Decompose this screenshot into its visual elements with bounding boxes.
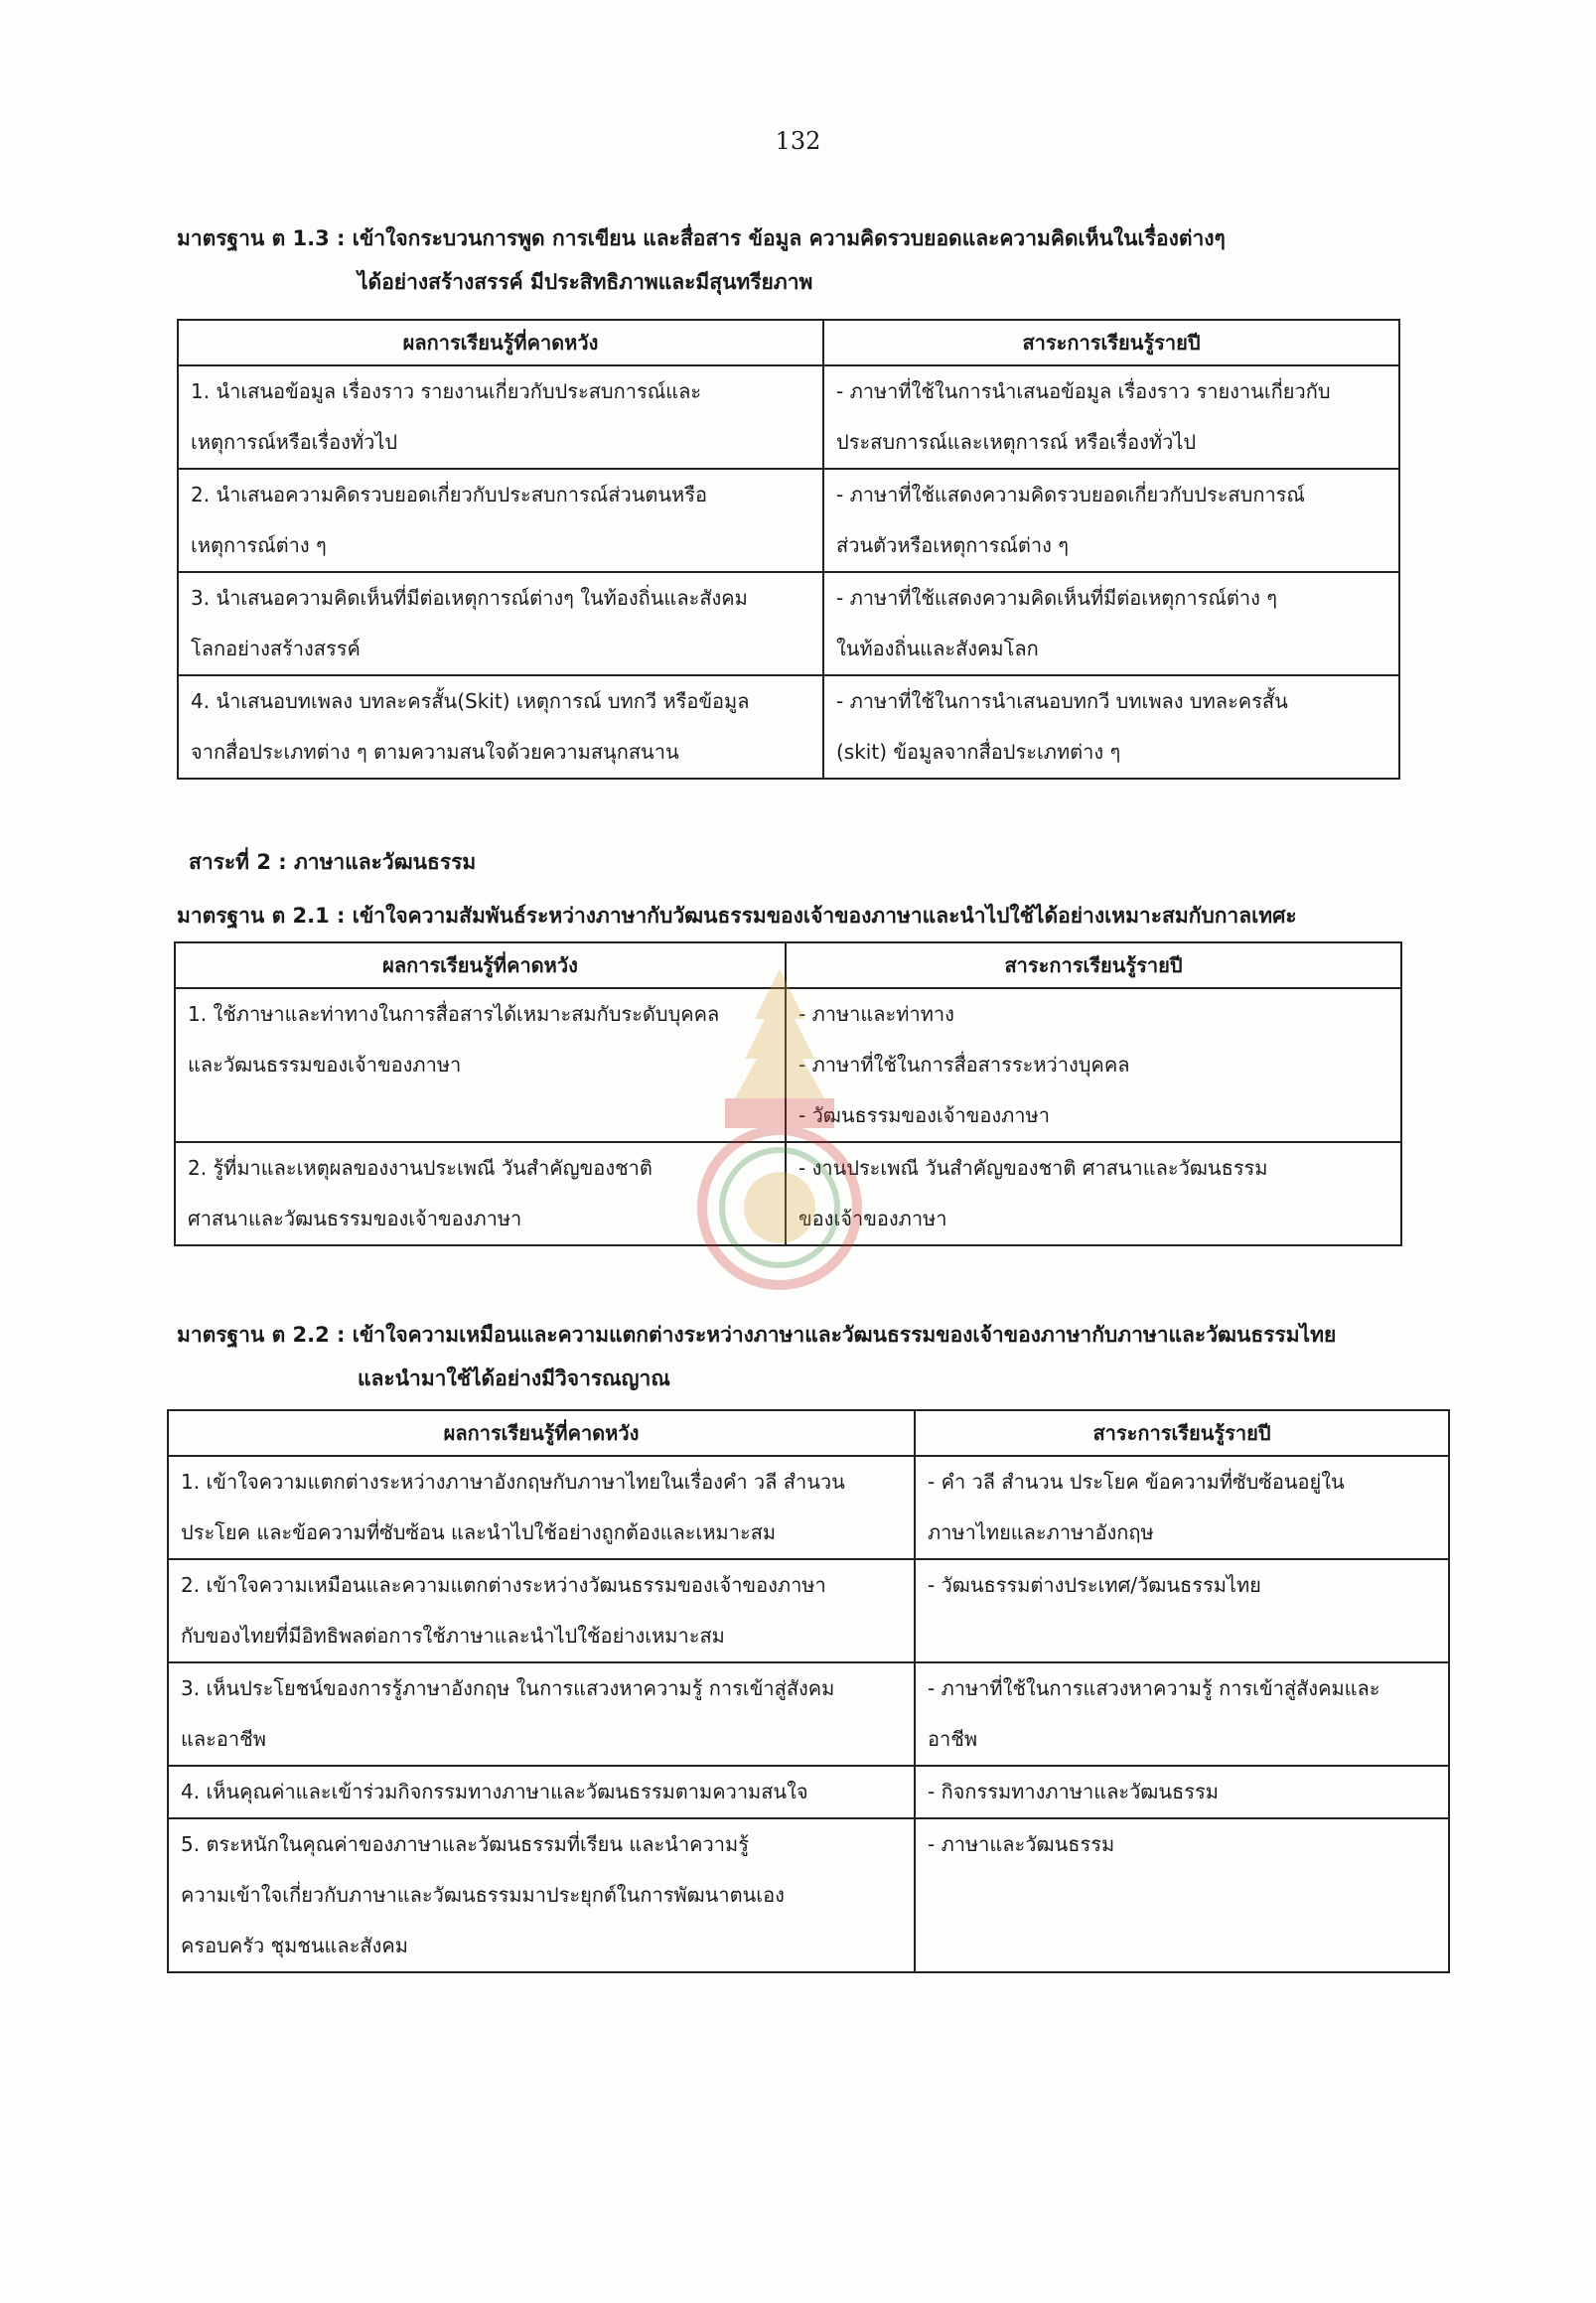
table-row [178,365,1399,469]
yearly-content-cell [823,572,1399,675]
yearly-content-cell [786,988,1401,1142]
table-row [168,1818,1449,1972]
cell-line: จากสื่อประเภทต่าง ๆ ตามความสนใจด้วยความสนุกสนาน [191,740,679,764]
cell-line: ศาสนาและวัฒนธรรมของเจ้าของภาษา [188,1207,522,1230]
standard-2-1-heading-line: มาตรฐาน ต 2.1 : เข้าใจความสัมพันธ์ระหว่างภาษากับวัฒนธรรมของเจ้าของภาษาและนำไปใช้ได้อย่างเหมาะสมกับกาลเทศะ [177,904,1297,928]
cell-line: - ภาษาที่ใช้ในการนำเสนอข้อมูล เรื่องราว รายงานเกี่ยวกับ [836,379,1331,403]
table-row [168,1559,1449,1662]
expected-outcome-cell [168,1559,915,1662]
section-2-heading: สาระที่ 2 : ภาษาและวัฒนธรรม [189,850,477,874]
standard-1-3-heading-line1: มาตรฐาน ต 1.3 : เข้าใจกระบวนการพูด การเขียน และสื่อสาร ข้อมูล ความคิดรวบยอดและความคิดเห็นในเรื่องต่างๆ [177,226,1226,250]
yearly-content-cell [915,1818,1449,1972]
yearly-content-cell [823,469,1399,572]
cell-line: - คำ วลี สำนวน ประโยค ข้อความที่ซับซ้อนอยู่ใน [928,1470,1345,1494]
standard-1-3-heading [177,216,1428,304]
col-header-expected-outcomes: ผลการเรียนรู้ที่คาดหวัง [178,320,823,365]
yearly-content-cell [823,365,1399,469]
standard-1-3-table [177,319,1400,780]
table-row [178,572,1399,675]
expected-outcome-cell [178,365,823,469]
cell-line: - วัฒนธรรมต่างประเทศ/วัฒนธรรมไทย [928,1573,1261,1597]
cell-line: และวัฒนธรรมของเจ้าของภาษา [188,1053,462,1077]
cell-line: และอาชีพ [181,1727,266,1751]
yearly-content-cell [915,1559,1449,1662]
yearly-content-cell [823,675,1399,779]
table-row [178,675,1399,779]
table-header-row [168,1410,1449,1456]
cell-line: โลกอย่างสร้างสรรค์ [191,637,361,660]
cell-line: 3. นำเสนอความคิดเห็นที่มีต่อเหตุการณ์ต่างๆ ในท้องถิ่นและสังคม [191,586,748,610]
expected-outcome-cell [168,1818,915,1972]
standard-2-2-table [167,1409,1450,1973]
expected-outcome-cell [168,1662,915,1766]
cell-line: ส่วนตัวหรือเหตุการณ์ต่าง ๆ [836,533,1069,557]
standard-2-2-heading [177,1313,1428,1400]
cell-line: 1. ใช้ภาษาและท่าทางในการสื่อสารได้เหมาะสมกับระดับบุคคล [188,1002,720,1026]
col-header-expected-outcomes: ผลการเรียนรู้ที่คาดหวัง [175,942,786,988]
expected-outcome-cell [168,1456,915,1559]
cell-line: 2. นำเสนอความคิดรวบยอดเกี่ยวกับประสบการณ์ส่วนตนหรือ [191,483,707,506]
yearly-content-cell [915,1766,1449,1818]
col-header-yearly-content: สาระการเรียนรู้รายปี [786,942,1401,988]
cell-line: - ภาษาที่ใช้แสดงความคิดรวบยอดเกี่ยวกับประสบการณ์ [836,483,1305,506]
cell-line: เหตุการณ์หรือเรื่องทั่วไป [191,430,398,454]
cell-line: 3. เห็นประโยชน์ของการรู้ภาษาอังกฤษ ในการแสวงหาความรู้ การเข้าสู่สังคม [181,1676,835,1700]
standard-2-1-heading [177,894,1428,937]
cell-line: 1. นำเสนอข้อมูล เรื่องราว รายงานเกี่ยวกับประสบการณ์และ [191,379,702,403]
cell-line: 2. รู้ที่มาและเหตุผลของงานประเพณี วันสำคัญของชาติ [188,1156,653,1180]
cell-line: กับของไทยที่มีอิทธิพลต่อการใช้ภาษาและนำไปใช้อย่างเหมาะสม [181,1624,725,1648]
table-row [168,1766,1449,1818]
cell-line: ครอบครัว ชุมชนและสังคม [181,1934,408,1957]
table-row [178,469,1399,572]
page-number: 132 [775,127,821,155]
cell-line: - ภาษาและท่าทาง [798,1002,954,1026]
col-header-expected-outcomes: ผลการเรียนรู้ที่คาดหวัง [168,1410,915,1456]
standard-2-2-heading-line2: และนำมาใช้ได้อย่างมีวิจารณญาณ [358,1367,670,1390]
cell-line: ความเข้าใจเกี่ยวกับภาษาและวัฒนธรรมมาประยุกต์ในการพัฒนาตนเอง [181,1883,785,1907]
cell-line: - ภาษาที่ใช้ในการสื่อสารระหว่างบุคคล [798,1053,1130,1077]
expected-outcome-cell [168,1766,915,1818]
cell-line: - ภาษาและวัฒนธรรม [928,1832,1115,1856]
standard-1-3-heading-line2: ได้อย่างสร้างสรรค์ มีประสิทธิภาพและมีสุนทรียภาพ [358,270,813,294]
cell-line: 4. เห็นคุณค่าและเข้าร่วมกิจกรรมทางภาษาและวัฒนธรรมตามความสนใจ [181,1780,808,1803]
cell-line: - กิจกรรมทางภาษาและวัฒนธรรม [928,1780,1219,1803]
expected-outcome-cell [178,572,823,675]
yearly-content-cell [915,1456,1449,1559]
cell-line: ในท้องถิ่นและสังคมโลก [836,637,1039,660]
cell-line: - ภาษาที่ใช้ในการแสวงหาความรู้ การเข้าสู่สังคมและ [928,1676,1380,1700]
cell-line: ของเจ้าของภาษา [798,1207,947,1230]
cell-line: 1. เข้าใจความแตกต่างระหว่างภาษาอังกฤษกับภาษาไทยในเรื่องคำ วลี สำนวน [181,1470,845,1494]
expected-outcome-cell [178,469,823,572]
cell-line: ประโยค และข้อความที่ซับซ้อน และนำไปใช้อย่างถูกต้องและเหมาะสม [181,1520,777,1544]
cell-line: (skit) ข้อมูลจากสื่อประเภทต่าง ๆ [836,740,1121,764]
cell-line: เหตุการณ์ต่าง ๆ [191,533,327,557]
cell-line: - วัฒนธรรมของเจ้าของภาษา [798,1103,1050,1127]
table-header-row [178,320,1399,365]
col-header-yearly-content: สาระการเรียนรู้รายปี [915,1410,1449,1456]
yearly-content-cell [786,1142,1401,1245]
cell-line: อาชีพ [928,1727,977,1751]
cell-line: 5. ตระหนักในคุณค่าของภาษาและวัฒนธรรมที่เรียน และนำความรู้ [181,1832,749,1856]
table-row [168,1662,1449,1766]
cell-line: 4. นำเสนอบทเพลง บทละครสั้น(Skit) เหตุการณ์ บทกวี หรือข้อมูล [191,689,750,713]
cell-line: ประสบการณ์และเหตุการณ์ หรือเรื่องทั่วไป [836,430,1197,454]
yearly-content-cell [915,1662,1449,1766]
cell-line: 2. เข้าใจความเหมือนและความแตกต่างระหว่างวัฒนธรรมของเจ้าของภาษา [181,1573,826,1597]
cell-line: - ภาษาที่ใช้ในการนำเสนอบทกวี บทเพลง บทละครสั้น [836,689,1288,713]
cell-line: - งานประเพณี วันสำคัญของชาติ ศาสนาและวัฒนธรรม [798,1156,1268,1180]
table-row [168,1456,1449,1559]
expected-outcome-cell [178,675,823,779]
cell-line: - ภาษาที่ใช้แสดงความคิดเห็นที่มีต่อเหตุการณ์ต่าง ๆ [836,586,1277,610]
col-header-yearly-content: สาระการเรียนรู้รายปี [823,320,1399,365]
cell-line: ภาษาไทยและภาษาอังกฤษ [928,1520,1154,1544]
standard-2-2-heading-line1: มาตรฐาน ต 2.2 : เข้าใจความเหมือนและความแตกต่างระหว่างภาษาและวัฒนธรรมของเจ้าของภาษากับภาษาและวัฒนธรรมไทย [177,1323,1337,1347]
seal-watermark-icon [685,959,874,1297]
